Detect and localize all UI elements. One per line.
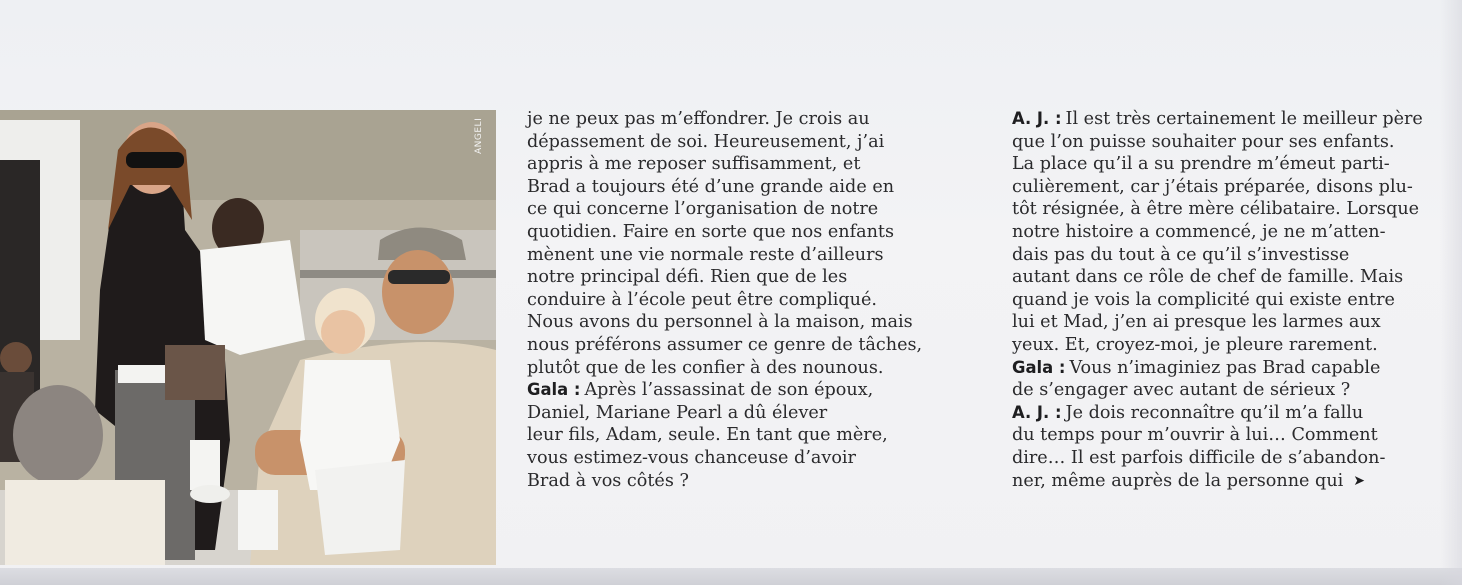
line-text: dais pas du tout à ce qu’il s’investisse (1012, 244, 1350, 265)
text-line (1012, 221, 1457, 244)
line-text: Brad a toujours été d’une grande aide en (527, 176, 895, 197)
line-text: Je dois reconnaître qu’il m’a fallu (1065, 402, 1364, 423)
continue-arrow-icon: ➤ (1353, 472, 1366, 489)
line-text: du temps pour m’ouvrir à lui… Comment (1012, 425, 1378, 446)
text-line (527, 311, 967, 334)
speaker-label: Gala : (527, 380, 581, 400)
text-line (527, 447, 967, 470)
text-line (527, 198, 967, 221)
line-text: lui et Mad, j’en ai presque les larmes aux (1012, 312, 1381, 333)
line-text: notre histoire a commencé, je ne m’atten- (1012, 221, 1386, 242)
line-text: Brad à vos côtés ? (527, 470, 689, 491)
text-line (527, 108, 967, 131)
text-line (527, 221, 967, 244)
line-text: appris à me reposer suffisamment, et (527, 154, 861, 175)
line-text: quotidien. Faire en sorte que nos enfants (527, 221, 895, 242)
line-text: plutôt que de les confier à des nounous. (527, 357, 884, 378)
text-line (1012, 357, 1457, 380)
text-line (527, 334, 967, 357)
article-column-1 (527, 108, 967, 492)
line-text: quand je vois la complicité qui existe entre (1012, 289, 1395, 310)
text-line (527, 357, 967, 380)
text-line (1012, 153, 1457, 176)
text-line (1012, 108, 1457, 131)
line-text: dire… Il est parfois difficile de s’abandon- (1012, 447, 1386, 468)
speaker-label: A. J. : (1012, 402, 1062, 422)
text-line (1012, 402, 1457, 425)
text-line (1012, 311, 1457, 334)
line-text: Après l’assassinat de son époux, (584, 380, 874, 401)
line-text: Vous n’imaginiez pas Brad capable (1069, 357, 1381, 378)
line-text: conduire à l’école peut être compliqué. (527, 289, 878, 310)
line-text: yeux. Et, croyez-moi, je pleure rarement. (1012, 334, 1378, 355)
text-line (527, 153, 967, 176)
text-line (1012, 334, 1457, 357)
photo-credit: ANGELI (474, 117, 484, 155)
line-text: mènent une vie normale reste d’ailleurs (527, 244, 884, 265)
line-text: tôt résignée, à être mère célibataire. Lorsque (1012, 199, 1420, 220)
article-column-2 (1012, 108, 1457, 492)
line-text: leur fils, Adam, seule. En tant que mère, (527, 425, 888, 446)
family-photo (0, 110, 496, 565)
speaker-label: Gala : (1012, 357, 1066, 377)
line-text: Nous avons du personnel à la maison, mais (527, 312, 913, 333)
line-text: culièrement, car j’étais préparée, disons plu- (1012, 176, 1413, 197)
line-text: notre principal défi. Rien que de les (527, 267, 848, 288)
text-line (1012, 266, 1457, 289)
text-line (1012, 424, 1457, 447)
line-text: nous préférons assumer ce genre de tâches, (527, 334, 923, 355)
line-text: dépassement de soi. Heureusement, j’ai (527, 131, 885, 152)
text-line (1012, 470, 1457, 493)
text-line (1012, 131, 1457, 154)
text-line (1012, 244, 1457, 267)
text-line (527, 289, 967, 312)
text-line (527, 470, 967, 493)
speaker-label: A. J. : (1012, 109, 1062, 128)
text-line (1012, 198, 1457, 221)
text-line (1012, 379, 1457, 402)
text-line (1012, 447, 1457, 470)
line-text: de s’engager avec autant de sérieux ? (1012, 380, 1351, 401)
text-line (527, 131, 967, 154)
text-line (527, 244, 967, 267)
text-line (527, 266, 967, 289)
text-line (527, 402, 967, 425)
line-text: je ne peux pas m’effondrer. Je crois au (527, 109, 870, 129)
line-text: autant dans ce rôle de chef de famille. Mais (1012, 267, 1404, 288)
text-line (1012, 289, 1457, 312)
text-line (527, 379, 967, 402)
line-text: que l’on puisse souhaiter pour ses enfants. (1012, 131, 1395, 152)
page-bottom-edge (0, 568, 1462, 585)
line-text: Il est très certainement le meilleur père (1065, 109, 1423, 129)
text-line (527, 176, 967, 199)
line-text: ce qui concerne l’organisation de notre (527, 199, 879, 220)
line-text: ner, même auprès de la personne qui (1012, 470, 1344, 491)
text-line (1012, 176, 1457, 199)
line-text: vous estimez-vous chanceuse d’avoir (527, 447, 856, 468)
line-text: La place qu’il a su prendre m’émeut parti- (1012, 154, 1390, 175)
text-line (527, 424, 967, 447)
line-text: Daniel, Mariane Pearl a dû élever (527, 402, 828, 423)
